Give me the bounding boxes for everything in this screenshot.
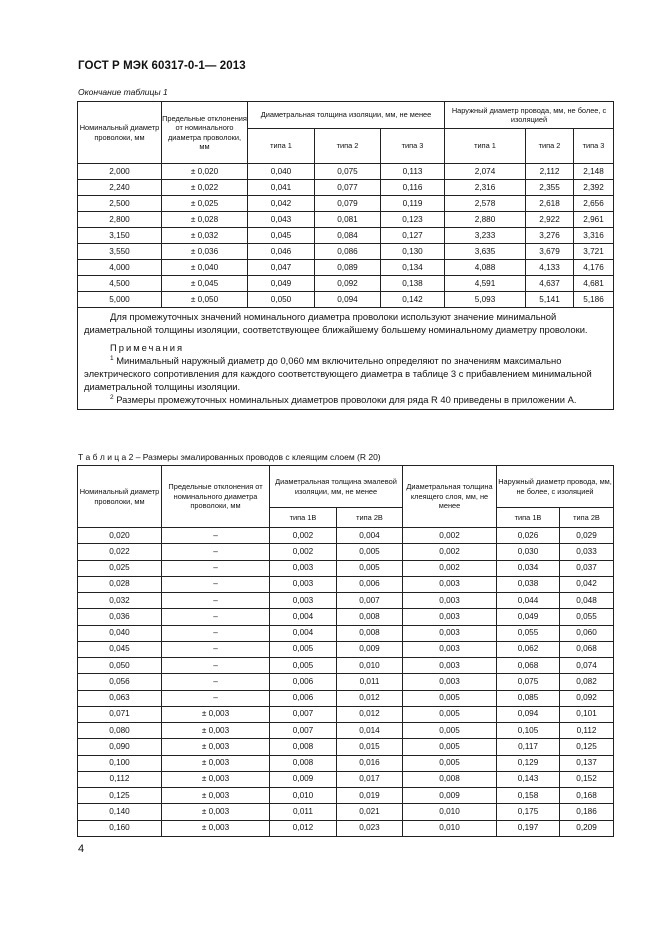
table-cell: 0,092: [560, 690, 614, 706]
table-cell: 0,023: [337, 820, 403, 836]
table-cell: 0,022: [78, 544, 162, 560]
table-row: [78, 180, 614, 196]
table-cell: 0,037: [560, 560, 614, 576]
table-cell: 0,042: [248, 196, 315, 212]
table-cell: –: [162, 625, 270, 641]
table-row: [78, 244, 614, 260]
table-row: [78, 609, 614, 625]
table-cell: 3,721: [574, 244, 614, 260]
table-cell: 3,150: [78, 228, 162, 244]
table-cell: 0,055: [560, 609, 614, 625]
table-cell: 0,004: [270, 609, 337, 625]
table-cell: 3,276: [526, 228, 574, 244]
table-cell: 2,240: [78, 180, 162, 196]
table-cell: 0,004: [337, 528, 403, 544]
table-cell: 0,143: [497, 771, 560, 787]
table-row: [78, 228, 614, 244]
table-cell: 4,500: [78, 276, 162, 292]
table-cell: –: [162, 560, 270, 576]
table-cell: 4,176: [574, 260, 614, 276]
table-cell: 0,101: [560, 706, 614, 722]
table-row: [78, 164, 614, 180]
table-cell: 2,500: [78, 196, 162, 212]
table2: [77, 465, 614, 837]
table-cell: 0,140: [78, 804, 162, 820]
table-cell: ± 0,003: [162, 771, 270, 787]
t1-header-outer-type3: типа 3: [574, 129, 614, 164]
table-cell: 2,880: [445, 212, 526, 228]
table-cell: 0,042: [560, 576, 614, 592]
table-cell: 0,123: [381, 212, 445, 228]
table-row: [78, 755, 614, 771]
table-cell: 0,008: [403, 771, 497, 787]
t1-header-type3: типа 3: [381, 129, 445, 164]
table-cell: 0,063: [78, 690, 162, 706]
table-cell: 0,119: [381, 196, 445, 212]
table-cell: 0,082: [560, 674, 614, 690]
table-cell: –: [162, 609, 270, 625]
table-cell: 3,550: [78, 244, 162, 260]
table-cell: 0,050: [78, 658, 162, 674]
t1-note2: Размеры промежуточных номинальных диаметров проволоки для ряда R 40 приведены в приложении А.: [113, 394, 577, 405]
table-cell: 0,041: [248, 180, 315, 196]
table-cell: 0,003: [403, 593, 497, 609]
table-row: [78, 260, 614, 276]
table-cell: 0,116: [381, 180, 445, 196]
table-cell: 0,005: [270, 641, 337, 657]
table-cell: 0,005: [403, 690, 497, 706]
table-cell: ± 0,028: [162, 212, 248, 228]
table-row: [78, 196, 614, 212]
table-row: [78, 788, 614, 804]
table-cell: ± 0,036: [162, 244, 248, 260]
table-cell: 0,038: [497, 576, 560, 592]
table-row: [78, 820, 614, 836]
table-row: [78, 576, 614, 592]
table-cell: 2,961: [574, 212, 614, 228]
table-cell: 0,025: [78, 560, 162, 576]
table-cell: 0,003: [270, 560, 337, 576]
table1-notes: [78, 308, 614, 410]
table-cell: 0,008: [337, 609, 403, 625]
table-cell: 0,010: [270, 788, 337, 804]
table-cell: 3,679: [526, 244, 574, 260]
table-cell: 0,075: [315, 164, 381, 180]
table-cell: 0,068: [497, 658, 560, 674]
table-cell: 0,043: [248, 212, 315, 228]
table-cell: 0,074: [560, 658, 614, 674]
table-cell: 0,130: [381, 244, 445, 260]
table-cell: 0,168: [560, 788, 614, 804]
table-cell: 2,922: [526, 212, 574, 228]
table-cell: ± 0,022: [162, 180, 248, 196]
table-cell: 0,047: [248, 260, 315, 276]
table-cell: 0,008: [270, 755, 337, 771]
table-cell: ± 0,003: [162, 739, 270, 755]
table-cell: 4,637: [526, 276, 574, 292]
table-row: [78, 292, 614, 308]
table-cell: 0,044: [497, 593, 560, 609]
table-row: [78, 276, 614, 292]
table-cell: 0,002: [270, 544, 337, 560]
t2-header-outer-type2b: типа 2В: [560, 508, 614, 528]
table-cell: 0,007: [270, 723, 337, 739]
table-cell: 0,092: [315, 276, 381, 292]
table-cell: 0,075: [497, 674, 560, 690]
document-header: ГОСТ Р МЭК 60317-0-1— 2013: [78, 60, 246, 72]
table-cell: 0,040: [78, 625, 162, 641]
table-cell: 0,003: [403, 625, 497, 641]
table-row: [78, 641, 614, 657]
table-cell: 0,113: [381, 164, 445, 180]
table-cell: 0,090: [78, 739, 162, 755]
table-cell: ± 0,045: [162, 276, 248, 292]
table-cell: ± 0,003: [162, 804, 270, 820]
table-cell: 0,112: [78, 771, 162, 787]
t2-header-outer-type1b: типа 1В: [497, 508, 560, 528]
table-cell: 0,003: [403, 576, 497, 592]
table-cell: 0,002: [403, 528, 497, 544]
table-cell: 2,074: [445, 164, 526, 180]
table-cell: 0,003: [403, 609, 497, 625]
table-cell: 0,010: [337, 658, 403, 674]
table-cell: ± 0,003: [162, 788, 270, 804]
table-cell: 0,005: [403, 739, 497, 755]
t2-header-type1b: типа 1В: [270, 508, 337, 528]
table-row: [78, 771, 614, 787]
table-cell: 0,094: [497, 706, 560, 722]
table-cell: 0,009: [403, 788, 497, 804]
table-cell: –: [162, 658, 270, 674]
table-row: [78, 674, 614, 690]
table-cell: 4,088: [445, 260, 526, 276]
table-cell: 2,618: [526, 196, 574, 212]
table-cell: 2,148: [574, 164, 614, 180]
table-cell: 0,060: [560, 625, 614, 641]
t1-note2-number: 2: [110, 393, 114, 401]
table-cell: 0,002: [403, 544, 497, 560]
t1-header-nominal: Номинальный диаметр проволоки, мм: [78, 102, 162, 164]
table-cell: 0,081: [315, 212, 381, 228]
table-cell: 4,591: [445, 276, 526, 292]
table-cell: 0,006: [337, 576, 403, 592]
table-cell: 0,209: [560, 820, 614, 836]
table-row: [78, 706, 614, 722]
table-cell: 4,000: [78, 260, 162, 276]
table-cell: –: [162, 674, 270, 690]
table-row: [78, 690, 614, 706]
t2-header-type2b: типа 2В: [337, 508, 403, 528]
table-row: [78, 723, 614, 739]
table-cell: 4,133: [526, 260, 574, 276]
table-cell: 0,005: [403, 706, 497, 722]
table-cell: 0,152: [560, 771, 614, 787]
table-cell: 2,112: [526, 164, 574, 180]
table-cell: 0,048: [560, 593, 614, 609]
table-cell: 0,005: [337, 560, 403, 576]
table-cell: 0,080: [78, 723, 162, 739]
t1-note1: Минимальный наружный диаметр до 0,060 мм включительно определяют по значениям максимально электрического сопротивления для каждого соответствующего диаметра в таблице 3 с прибавлением минимальной диаметральной толщины изоляции.: [84, 355, 592, 392]
table-cell: 0,008: [337, 625, 403, 641]
table-cell: ± 0,040: [162, 260, 248, 276]
table-cell: 0,009: [270, 771, 337, 787]
table-cell: ± 0,003: [162, 723, 270, 739]
table-cell: 0,011: [270, 804, 337, 820]
table-cell: 0,089: [315, 260, 381, 276]
table-cell: 0,125: [560, 739, 614, 755]
table-row: [78, 804, 614, 820]
t1-notes-title: Примечания: [110, 342, 185, 353]
table2-caption: Т а б л и ц а 2 – Размеры эмалированных проводов с клеящим слоем (R 20): [78, 452, 381, 462]
table-cell: –: [162, 690, 270, 706]
table-row: [78, 658, 614, 674]
table-cell: 0,020: [78, 528, 162, 544]
table-cell: 5,141: [526, 292, 574, 308]
table-cell: 0,158: [497, 788, 560, 804]
table-row: [78, 560, 614, 576]
table-cell: 0,138: [381, 276, 445, 292]
table-cell: 2,578: [445, 196, 526, 212]
table-cell: 0,007: [337, 593, 403, 609]
table-cell: 0,030: [497, 544, 560, 560]
table-cell: 0,129: [497, 755, 560, 771]
t1-header-type1: типа 1: [248, 129, 315, 164]
table-cell: 0,084: [315, 228, 381, 244]
table-cell: 0,005: [270, 658, 337, 674]
table-cell: 0,186: [560, 804, 614, 820]
table-cell: 0,003: [403, 674, 497, 690]
table-cell: 0,005: [403, 723, 497, 739]
table-cell: –: [162, 576, 270, 592]
table-cell: ± 0,050: [162, 292, 248, 308]
table-row: [78, 593, 614, 609]
table-cell: 0,003: [270, 576, 337, 592]
table-cell: ± 0,003: [162, 706, 270, 722]
table-cell: 0,005: [403, 755, 497, 771]
table-cell: 0,029: [560, 528, 614, 544]
table-row: [78, 625, 614, 641]
table-cell: 0,005: [337, 544, 403, 560]
table-cell: 0,017: [337, 771, 403, 787]
table-cell: 0,033: [560, 544, 614, 560]
page-number: 4: [78, 843, 85, 855]
table-cell: 0,117: [497, 739, 560, 755]
table-cell: ± 0,025: [162, 196, 248, 212]
table-cell: 3,635: [445, 244, 526, 260]
t1-header-deviation: Предельные отклонения от номинального диаметра проволоки, мм: [162, 102, 248, 164]
table-cell: 0,010: [403, 820, 497, 836]
table-cell: 0,006: [270, 690, 337, 706]
table-cell: 0,028: [78, 576, 162, 592]
table-cell: 0,007: [270, 706, 337, 722]
table-cell: 0,032: [78, 593, 162, 609]
table-cell: 0,056: [78, 674, 162, 690]
table-cell: 0,085: [497, 690, 560, 706]
table1-caption: Окончание таблицы 1: [78, 87, 168, 97]
table-cell: 0,011: [337, 674, 403, 690]
table-cell: 2,800: [78, 212, 162, 228]
table-row: [78, 528, 614, 544]
table-cell: 0,046: [248, 244, 315, 260]
table1: [77, 101, 614, 410]
table-cell: 2,392: [574, 180, 614, 196]
table-cell: 0,055: [497, 625, 560, 641]
table-cell: 0,016: [337, 755, 403, 771]
table-cell: 0,003: [403, 658, 497, 674]
table-cell: 0,049: [248, 276, 315, 292]
table-row: [78, 544, 614, 560]
table-cell: 0,002: [403, 560, 497, 576]
table-cell: –: [162, 593, 270, 609]
table-cell: 2,316: [445, 180, 526, 196]
t2-header-outer: Наружный диаметр провода, мм, не более, с изоляцией: [497, 466, 614, 508]
table-cell: 0,004: [270, 625, 337, 641]
table-cell: 4,681: [574, 276, 614, 292]
table-cell: 0,086: [315, 244, 381, 260]
table-cell: 0,175: [497, 804, 560, 820]
table-cell: 0,068: [560, 641, 614, 657]
table-cell: 0,071: [78, 706, 162, 722]
table-cell: ± 0,020: [162, 164, 248, 180]
table-cell: 0,105: [497, 723, 560, 739]
table-cell: 0,045: [78, 641, 162, 657]
table-cell: 0,049: [497, 609, 560, 625]
table-cell: 0,160: [78, 820, 162, 836]
table-cell: 0,009: [337, 641, 403, 657]
t1-header-type2: типа 2: [315, 129, 381, 164]
table-cell: 0,034: [497, 560, 560, 576]
t2-header-adhesive: Диаметральная толщина клеящего слоя, мм, не менее: [403, 466, 497, 528]
table-cell: 0,026: [497, 528, 560, 544]
t1-header-insulation: Диаметральная толщина изоляции, мм, не менее: [248, 102, 445, 129]
table-cell: 2,355: [526, 180, 574, 196]
table-cell: 0,062: [497, 641, 560, 657]
table-cell: 0,012: [270, 820, 337, 836]
t2-header-enamel: Диаметральная толщина эмалевой изоляции, мм, не менее: [270, 466, 403, 508]
t1-header-outer-type1: типа 1: [445, 129, 526, 164]
table-cell: 0,137: [560, 755, 614, 771]
table-cell: 2,656: [574, 196, 614, 212]
table-cell: 5,000: [78, 292, 162, 308]
t1-note1-number: 1: [110, 354, 114, 362]
table-cell: 0,008: [270, 739, 337, 755]
table-cell: 5,186: [574, 292, 614, 308]
table-cell: 0,003: [270, 593, 337, 609]
table-cell: 0,021: [337, 804, 403, 820]
table-cell: 0,003: [403, 641, 497, 657]
table-cell: 0,142: [381, 292, 445, 308]
table-cell: –: [162, 641, 270, 657]
table-cell: 0,010: [403, 804, 497, 820]
table-cell: –: [162, 528, 270, 544]
table-cell: 0,019: [337, 788, 403, 804]
table-cell: 0,015: [337, 739, 403, 755]
table-cell: 0,050: [248, 292, 315, 308]
table-row: [78, 739, 614, 755]
table-cell: 0,006: [270, 674, 337, 690]
table-cell: 0,125: [78, 788, 162, 804]
table-cell: 0,112: [560, 723, 614, 739]
t1-note-paragraph: Для промежуточных значений номинального диаметра проволоки используют значение минимальной диаметральной толщины изоляции, соответствующее ближайшему большему номинальному диаметру проволоки.: [84, 311, 588, 335]
table-cell: 0,014: [337, 723, 403, 739]
table-cell: 3,316: [574, 228, 614, 244]
table-row: [78, 212, 614, 228]
table-cell: 0,012: [337, 690, 403, 706]
table-cell: 0,100: [78, 755, 162, 771]
t2-header-nominal: Номинальный диаметр проволоки, мм: [78, 466, 162, 528]
table-cell: ± 0,003: [162, 755, 270, 771]
table-cell: 0,036: [78, 609, 162, 625]
t1-header-outer-type2: типа 2: [526, 129, 574, 164]
table-cell: 0,094: [315, 292, 381, 308]
table-cell: ± 0,032: [162, 228, 248, 244]
table-cell: 0,079: [315, 196, 381, 212]
table-cell: 0,077: [315, 180, 381, 196]
t1-header-outer: Наружный диаметр провода, мм, не более, с изоляцией: [445, 102, 614, 129]
table-cell: 0,002: [270, 528, 337, 544]
table-cell: 0,045: [248, 228, 315, 244]
table-cell: 5,093: [445, 292, 526, 308]
table-cell: 3,233: [445, 228, 526, 244]
table-cell: 2,000: [78, 164, 162, 180]
table-cell: ± 0,003: [162, 820, 270, 836]
t2-header-deviation: Предельные отклонения от номинального диаметра проволоки, мм: [162, 466, 270, 528]
table-cell: 0,012: [337, 706, 403, 722]
table-cell: 0,197: [497, 820, 560, 836]
table-cell: 0,134: [381, 260, 445, 276]
table-cell: 0,040: [248, 164, 315, 180]
table-cell: 0,127: [381, 228, 445, 244]
table-cell: –: [162, 544, 270, 560]
